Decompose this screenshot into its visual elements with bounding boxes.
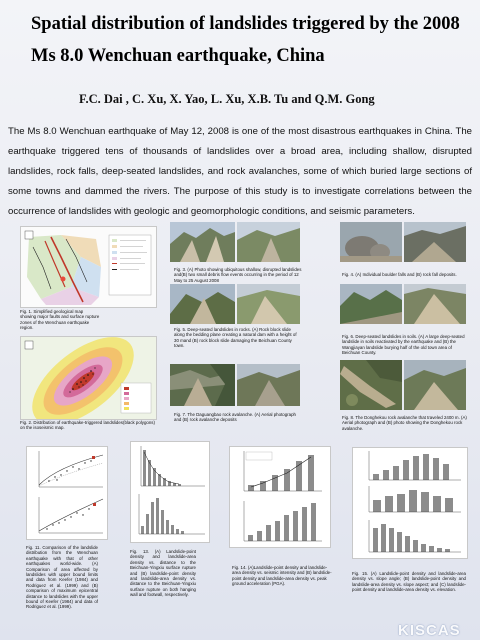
fig6-photo-b bbox=[404, 284, 466, 324]
fig7-caption: Fig. 7. The Daguangbao rock avalanche. (A) Aerial photograph and (B) rock avalanche deposits bbox=[174, 412, 296, 423]
fig5-caption: Fig. 5. Deep-seated landslides in rocks. (A) Rock block slide along the bedding plane creating a natural dam with a height of 30 mand (B) rock block slide damaging the Beichuan County town. bbox=[174, 327, 297, 349]
fig5-photo-b bbox=[237, 284, 300, 324]
fig1-caption: Fig. 1. Simplified geological map showing major faults and surface rupture zones of the Wenchuan earthquake region. bbox=[20, 309, 100, 331]
poster-title-line-2: Ms 8.0 Wenchuan earthquake, China bbox=[31, 46, 325, 66]
fig8-photo-b bbox=[404, 360, 466, 410]
fig4-photo-a bbox=[340, 222, 402, 262]
fig7-photo-b bbox=[237, 364, 300, 406]
fig5-photo-a bbox=[170, 284, 235, 324]
fig3-caption: Fig. 3. (A) Photo showing ubiquitous shallow, disrupted landslides and(B) two small debris flow events occurring in the period of 12 May to 25 August 2008 bbox=[174, 267, 302, 283]
poster-title-line-1: Spatial distribution of landslides triggered by the 2008 bbox=[31, 14, 460, 34]
fig11-scatter-plots bbox=[26, 446, 108, 540]
watermark-logo: KISCAS bbox=[398, 622, 461, 639]
fig4-caption: Fig. 4. (A) Individual boulder falls and (B) rock fall deposits. bbox=[342, 272, 457, 277]
fig15-bar-charts bbox=[352, 447, 468, 559]
fig2-caption: Fig. 2. Distribution of earthquake-triggered landslides(black polygons) on the isoseismic map. bbox=[20, 420, 155, 431]
fig6-caption: Fig. 6. Deep-seated landslides in soils. (A) A large deep-seated landslide in soils reactivated by the earthquake and (B) the Wangjiayan landslide burying half of the old town area of Beichuan County. bbox=[342, 334, 465, 356]
fig6-photo-a bbox=[340, 284, 402, 324]
fig3-photo-b bbox=[237, 222, 300, 262]
fig14-bar-charts bbox=[229, 446, 331, 548]
fig14-caption: Fig. 14. (A)Landslide-point density and landslide-area density vs. seismic intensity and (B) landslide-point density and landslide-area density vs. peak ground acceleration (PGA). bbox=[232, 565, 332, 587]
fig7-photo-a bbox=[170, 364, 235, 406]
fig4-photo-b bbox=[404, 222, 466, 262]
fig1-geological-map bbox=[20, 226, 157, 308]
fig15-caption: Fig. 15. (A) Landslide-point density and landslide-area density vs. slope angle; (B) landslide-point density and landslide-area density vs. slope aspect; and (C) landslide-point density and landslide-area density vs. elevation. bbox=[352, 571, 466, 593]
abstract-paragraph: The Ms 8.0 Wenchuan earthquake of May 12, 2008 is one of the most disastrous earthquakes in China. The earthquake triggered tens of thousands of landslides over a broad area, including shallow, disrupted landslides, rock falls, deep-seated landslides, and rock avalanches, some of which buried large sections of some towns and dammed the rivers. The purpose of this study is to investigate correlations between the occurrence of landslides with geologic and geomorphologic conditions, and seismic parameters. bbox=[8, 126, 472, 217]
fig2-isoseismic-map bbox=[20, 336, 157, 420]
fig13-bar-charts bbox=[130, 441, 210, 543]
fig8-caption: Fig. 8. The Donghekou rock avalanche that traveled 2400 m. (A) Aerial photograph and (B) photo showing the Donghekou rock avalanche. bbox=[342, 415, 467, 431]
poster-authors: F.C. Dai , C. Xu, X. Yao, L. Xu, X.B. Tu and Q.M. Gong bbox=[79, 92, 375, 106]
fig3-photo-a bbox=[170, 222, 235, 262]
fig11-caption: Fig. 11. Comparison of the landslide distribution from the Wenchuan earthquake with that of other earthquakes world-wide. (A) Comparison of area affected by landslides with upper bound limits and data from Keefer (1984) and Rodriguez et al. (1999) and (B) comparison of maximum epicentral distance to landslides with the upper bound of Keefer (1984) and data of Rodriguez et al. (1999). bbox=[26, 545, 98, 610]
fig13-caption: Fig. 13. (A) Landslide-point density and landslide-area density vs. distance to the Beichuan-Yingxiu surface rupture and (B) landslide-point density and landslide-area density vs. distance to the Beichuan-Yingxiu surface rupture on both hanging wall and footwall, respectively. bbox=[130, 549, 196, 598]
fig8-photo-a bbox=[340, 360, 402, 410]
